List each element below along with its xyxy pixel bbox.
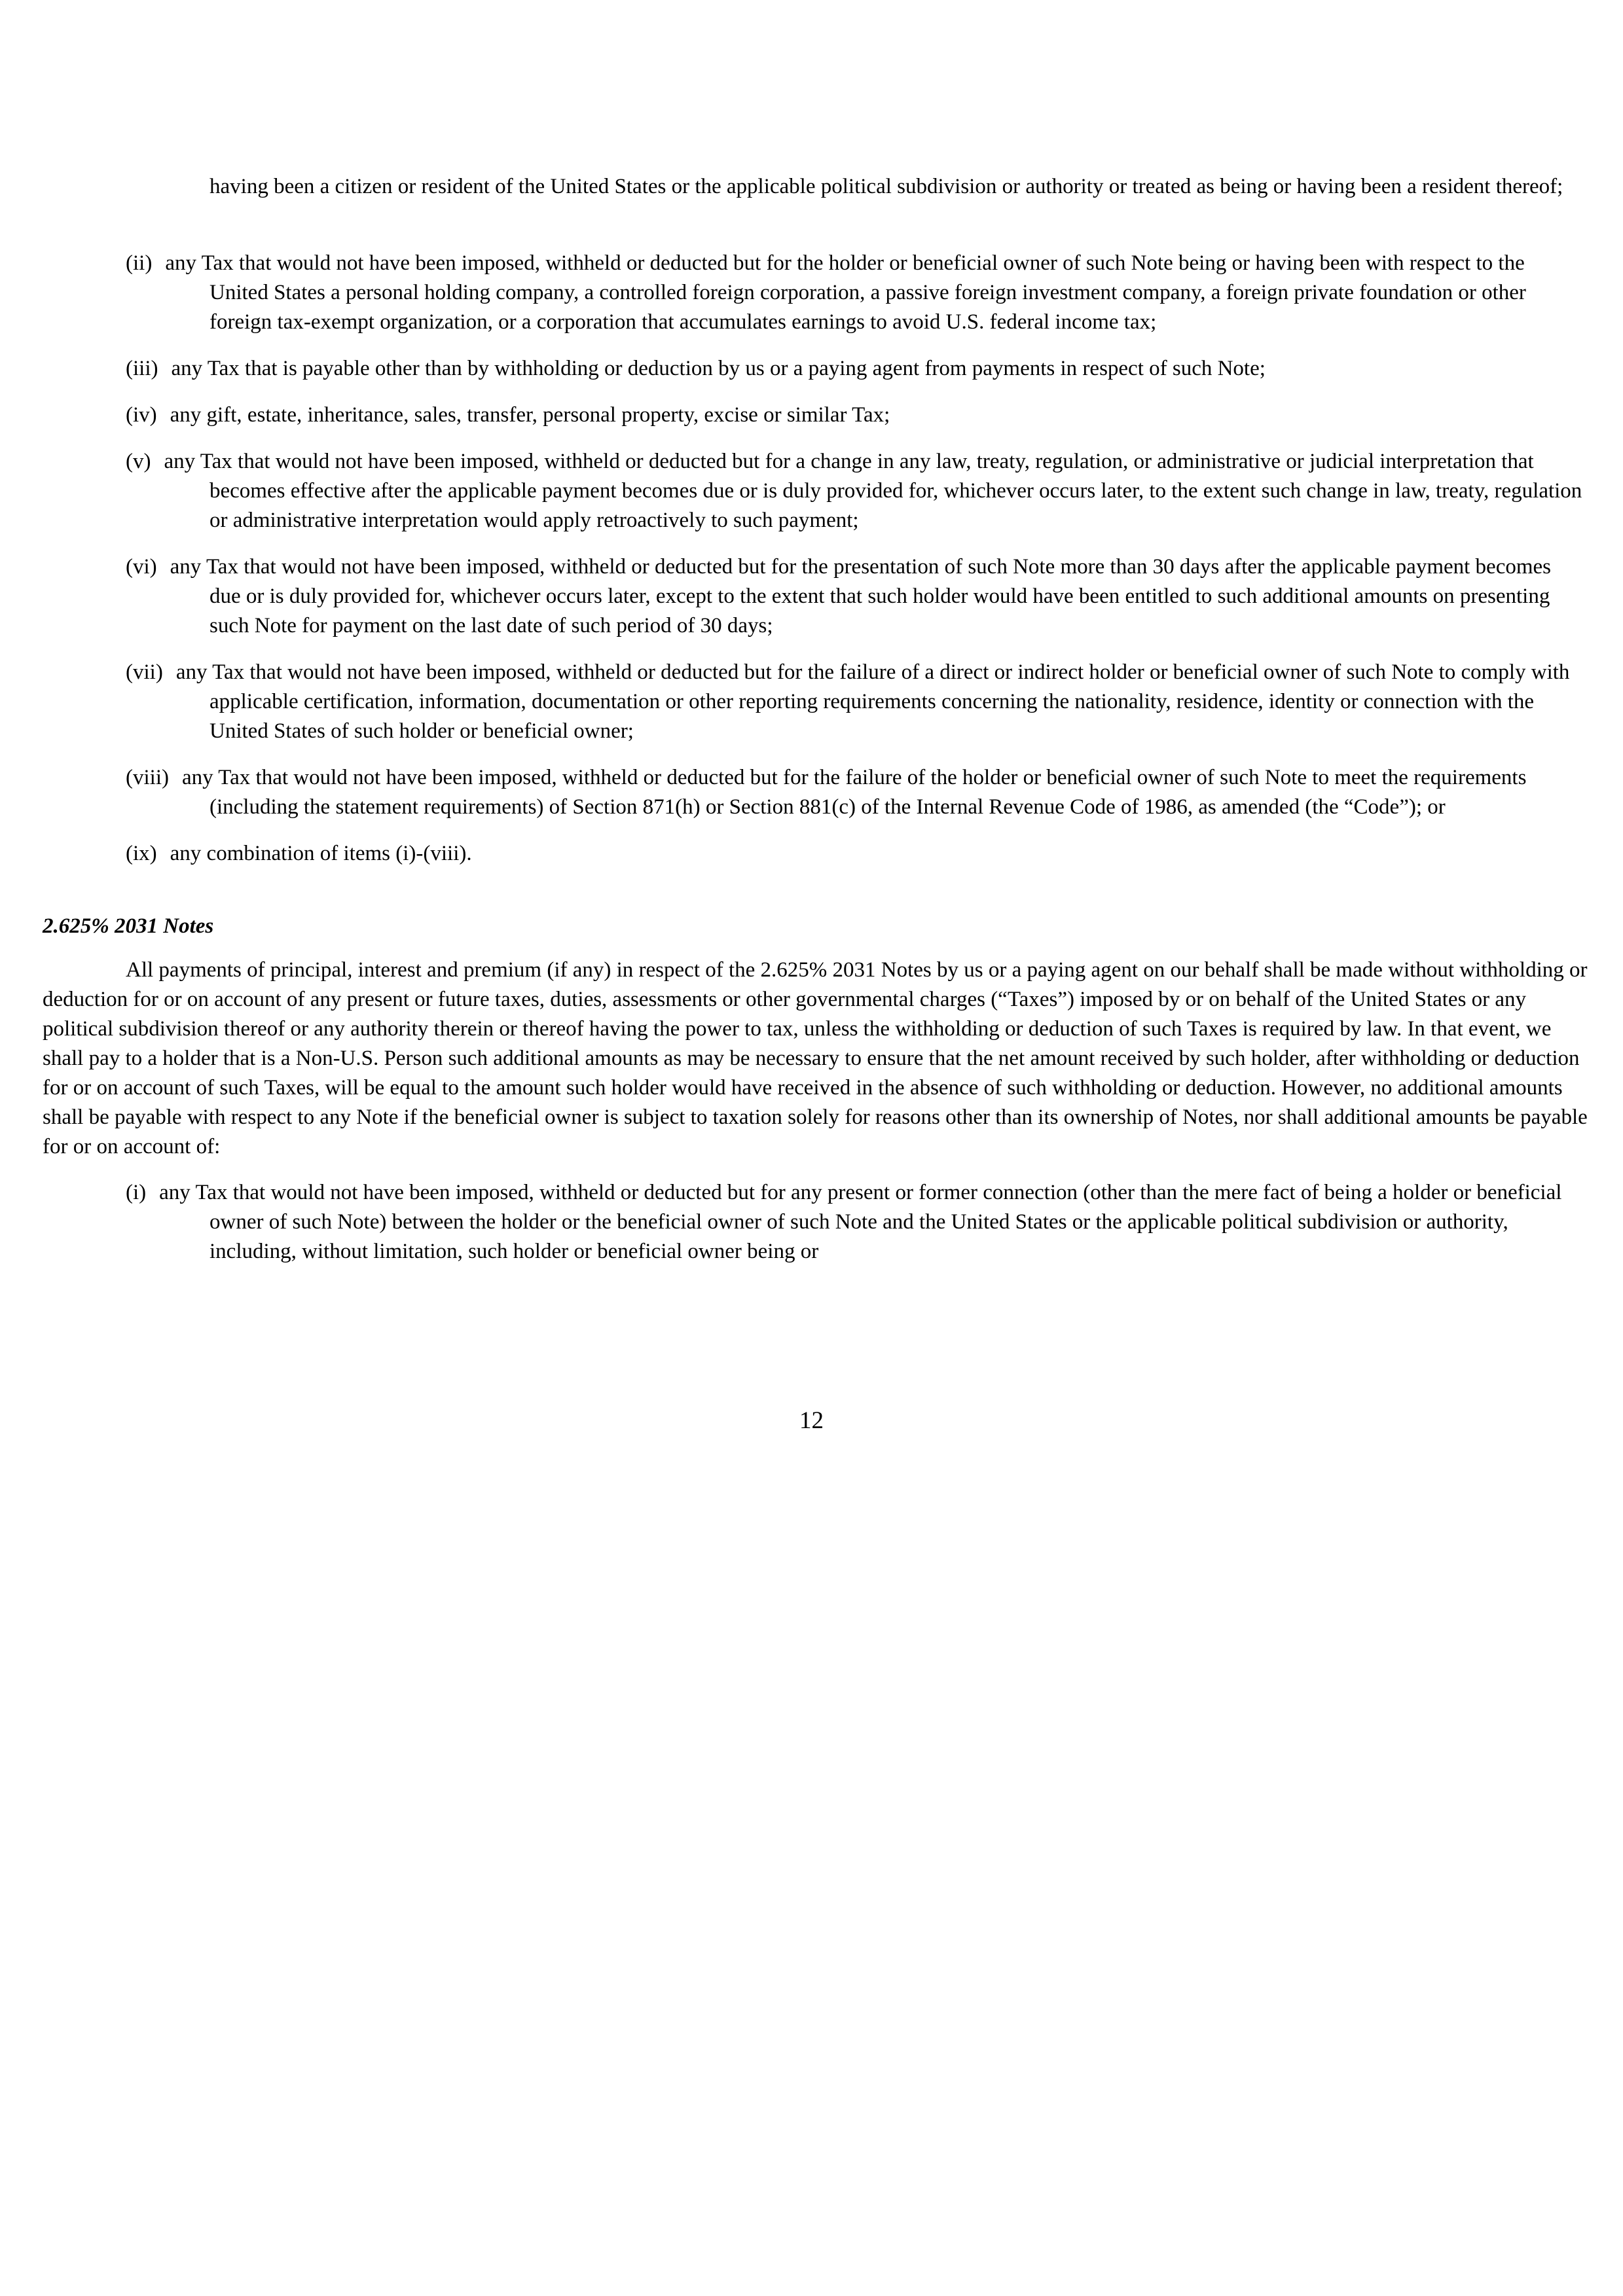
item-number: (vi)	[126, 555, 157, 579]
item-text: any Tax that would not have been imposed, withheld or deducted but for the failure of the holder or beneficial owner of such Note to meet the requirements (including the statement requirements) of Section 871(h) or Section 881(c) of the Internal Revenue Code of 1986, as amended (the “Code”); or	[181, 766, 1527, 819]
item-number: (ii)	[126, 251, 153, 275]
list-item	[126, 354, 1586, 384]
item-number: (iv)	[126, 403, 157, 427]
item-text: any gift, estate, inheritance, sales, transfer, personal property, excise or similar Tax;	[170, 403, 890, 427]
continuation-text: having been a citizen or resident of the United States or the applicable political subdivision or authority or treated as being or having been a resident thereof;	[210, 175, 1563, 198]
item-number: (i)	[126, 1181, 147, 1204]
section-heading: 2.625% 2031 Notes	[43, 914, 214, 938]
list-item	[126, 1178, 1586, 1266]
list-item	[126, 839, 1586, 869]
page-number: 12	[799, 1407, 824, 1434]
item-number: (ix)	[126, 842, 157, 865]
item-number: (viii)	[126, 766, 169, 789]
item-number: (v)	[126, 450, 151, 473]
item-text: any Tax that would not have been imposed, withheld or deducted but for the holder or beneficial owner of such Note being or having been with respect to the United States a personal holding company, a controlled foreign corporation, a passive foreign investment company, a foreign private foundation or other foreign tax-exempt organization, or a corporation that accumulates earnings to avoid U.S. federal income tax;	[165, 251, 1526, 334]
item-number: (iii)	[126, 357, 158, 380]
item-text: any Tax that would not have been imposed, withheld or deducted but for any present or former connection (other than the mere fact of being a holder or beneficial owner of such Note) between the holder or the beneficial owner of such Note and the United States or the applicable political subdivision or authority, including, without limitation, such holder or beneficial owner being or	[159, 1181, 1562, 1263]
item-number: (vii)	[126, 660, 163, 684]
list-item	[126, 401, 1586, 430]
list-item	[126, 249, 1586, 337]
list-item	[126, 447, 1586, 535]
list-item	[126, 658, 1586, 746]
item-text: any combination of items (i)-(viii).	[170, 842, 472, 865]
item-text: any Tax that would not have been imposed, withheld or deducted but for the failure of a direct or indirect holder or beneficial owner of such Note to comply with applicable certification, information, documentation or other reporting requirements concerning the nationality, residence, identity or connection with the United States of such holder or beneficial owner;	[175, 660, 1570, 743]
list-item	[126, 763, 1586, 822]
section-paragraph: All payments of principal, interest and premium (if any) in respect of the 2.625% 2031 Notes by us or a paying agent on our behalf shall be made without withholding or deduction for or on account of any present or future taxes, duties, assessments or other governmental charges (“Taxes”) imposed by or on behalf of the United States or any political subdivision thereof or any authority therein or thereof having the power to tax, unless the withholding or deduction of such Taxes is required by law. In that event, we shall pay to a holder that is a Non-U.S. Person such additional amounts as may be necessary to ensure that the net amount received by such holder, after withholding or deduction for or on account of such Taxes, will be equal to the amount such holder would have received in the absence of such withholding or deduction. However, no additional amounts shall be payable with respect to any Note if the beneficial owner is subject to taxation solely for reasons other than its ownership of Notes, nor shall additional amounts be payable for or on account of:	[43, 958, 1588, 1158]
item-text: any Tax that is payable other than by withholding or deduction by us or a paying agent from payments in respect of such Note;	[171, 357, 1266, 380]
exceptions-list	[126, 249, 1586, 886]
list-item	[126, 552, 1586, 641]
item-text: any Tax that would not have been imposed, withheld or deducted but for a change in any law, treaty, regulation, or administrative or judicial interpretation that becomes effective after the applicable payment becomes due or is duly provided for, whichever occurs later, to the extent such change in law, treaty, regulation or administrative interpretation would apply retroactively to such payment;	[164, 450, 1582, 532]
section-items-list	[126, 1178, 1586, 1283]
item-text: any Tax that would not have been imposed, withheld or deducted but for the presentation of such Note more than 30 days after the applicable payment becomes due or is duly provided for, whichever occurs later, except to the extent that such holder would have been entitled to such additional amounts on presenting such Note for payment on the last date of such period of 30 days;	[170, 555, 1552, 637]
